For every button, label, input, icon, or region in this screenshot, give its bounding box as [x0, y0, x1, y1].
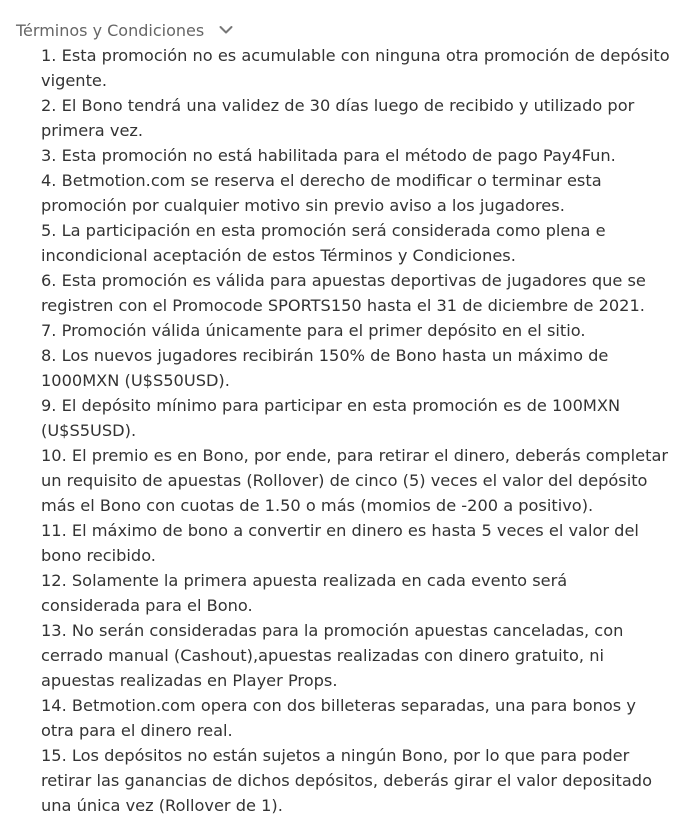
chevron-down-icon — [219, 25, 233, 35]
term-item: 4. Betmotion.com se reserva el derecho de modificar o terminar esta promoción por cualquier motivo sin previo aviso a los jugadores. — [41, 171, 602, 215]
term-item: 7. Promoción válida únicamente para el primer depósito en el sitio. — [41, 321, 586, 340]
term-item: 8. Los nuevos jugadores recibirán 150% de Bono hasta un máximo de 1000MXN (U$S50USD). — [41, 346, 609, 390]
term-item: 12. Solamente la primera apuesta realizada en cada evento será considerada para el Bono. — [41, 571, 568, 615]
term-item: 13. No serán consideradas para la promoción apuestas canceladas, con cerrado manual (Cashout),apuestas realizadas con dinero gratuito, ni apuestas realizadas en Player Props. — [41, 621, 624, 690]
terms-list — [0, 43, 671, 818]
term-item: 10. El premio es en Bono, por ende, para retirar el dinero, deberás completar un requisito de apuestas (Rollover) de cinco (5) veces el valor del depósito más el Bono con cuotas de 1.50 o más (momios de -200 a positivo). — [41, 446, 669, 515]
term-item: 5. La participación en esta promoción será considerada como plena e incondicional aceptación de estos Términos y Condiciones. — [41, 221, 606, 265]
term-item: 2. El Bono tendrá una validez de 30 días luego de recibido y utilizado por primera vez. — [41, 96, 635, 140]
term-item: 14. Betmotion.com opera con dos billeteras separadas, una para bonos y otra para el dinero real. — [41, 696, 636, 740]
term-item: 3. Esta promoción no está habilitada para el método de pago Pay4Fun. — [41, 146, 616, 165]
term-item: 11. El máximo de bono a convertir en dinero es hasta 5 veces el valor del bono recibido. — [41, 521, 639, 565]
term-item: 9. El depósito mínimo para participar en esta promoción es de 100MXN (U$S5USD). — [41, 396, 621, 440]
term-item: 6. Esta promoción es válida para apuestas deportivas de jugadores que se registren con el Promocode SPORTS150 hasta el 31 de diciembre de 2021. — [41, 271, 646, 315]
term-item: 15. Los depósitos no están sujetos a ningún Bono, por lo que para poder retirar las ganancias de dichos depósitos, deberás girar el valor depositado una única vez (Rollover de 1). — [41, 746, 652, 815]
terms-title: Términos y Condiciones — [16, 20, 205, 40]
term-item: 1. Esta promoción no es acumulable con ninguna otra promoción de depósito vigente. — [41, 46, 670, 90]
terms-toggle[interactable] — [0, 17, 695, 43]
